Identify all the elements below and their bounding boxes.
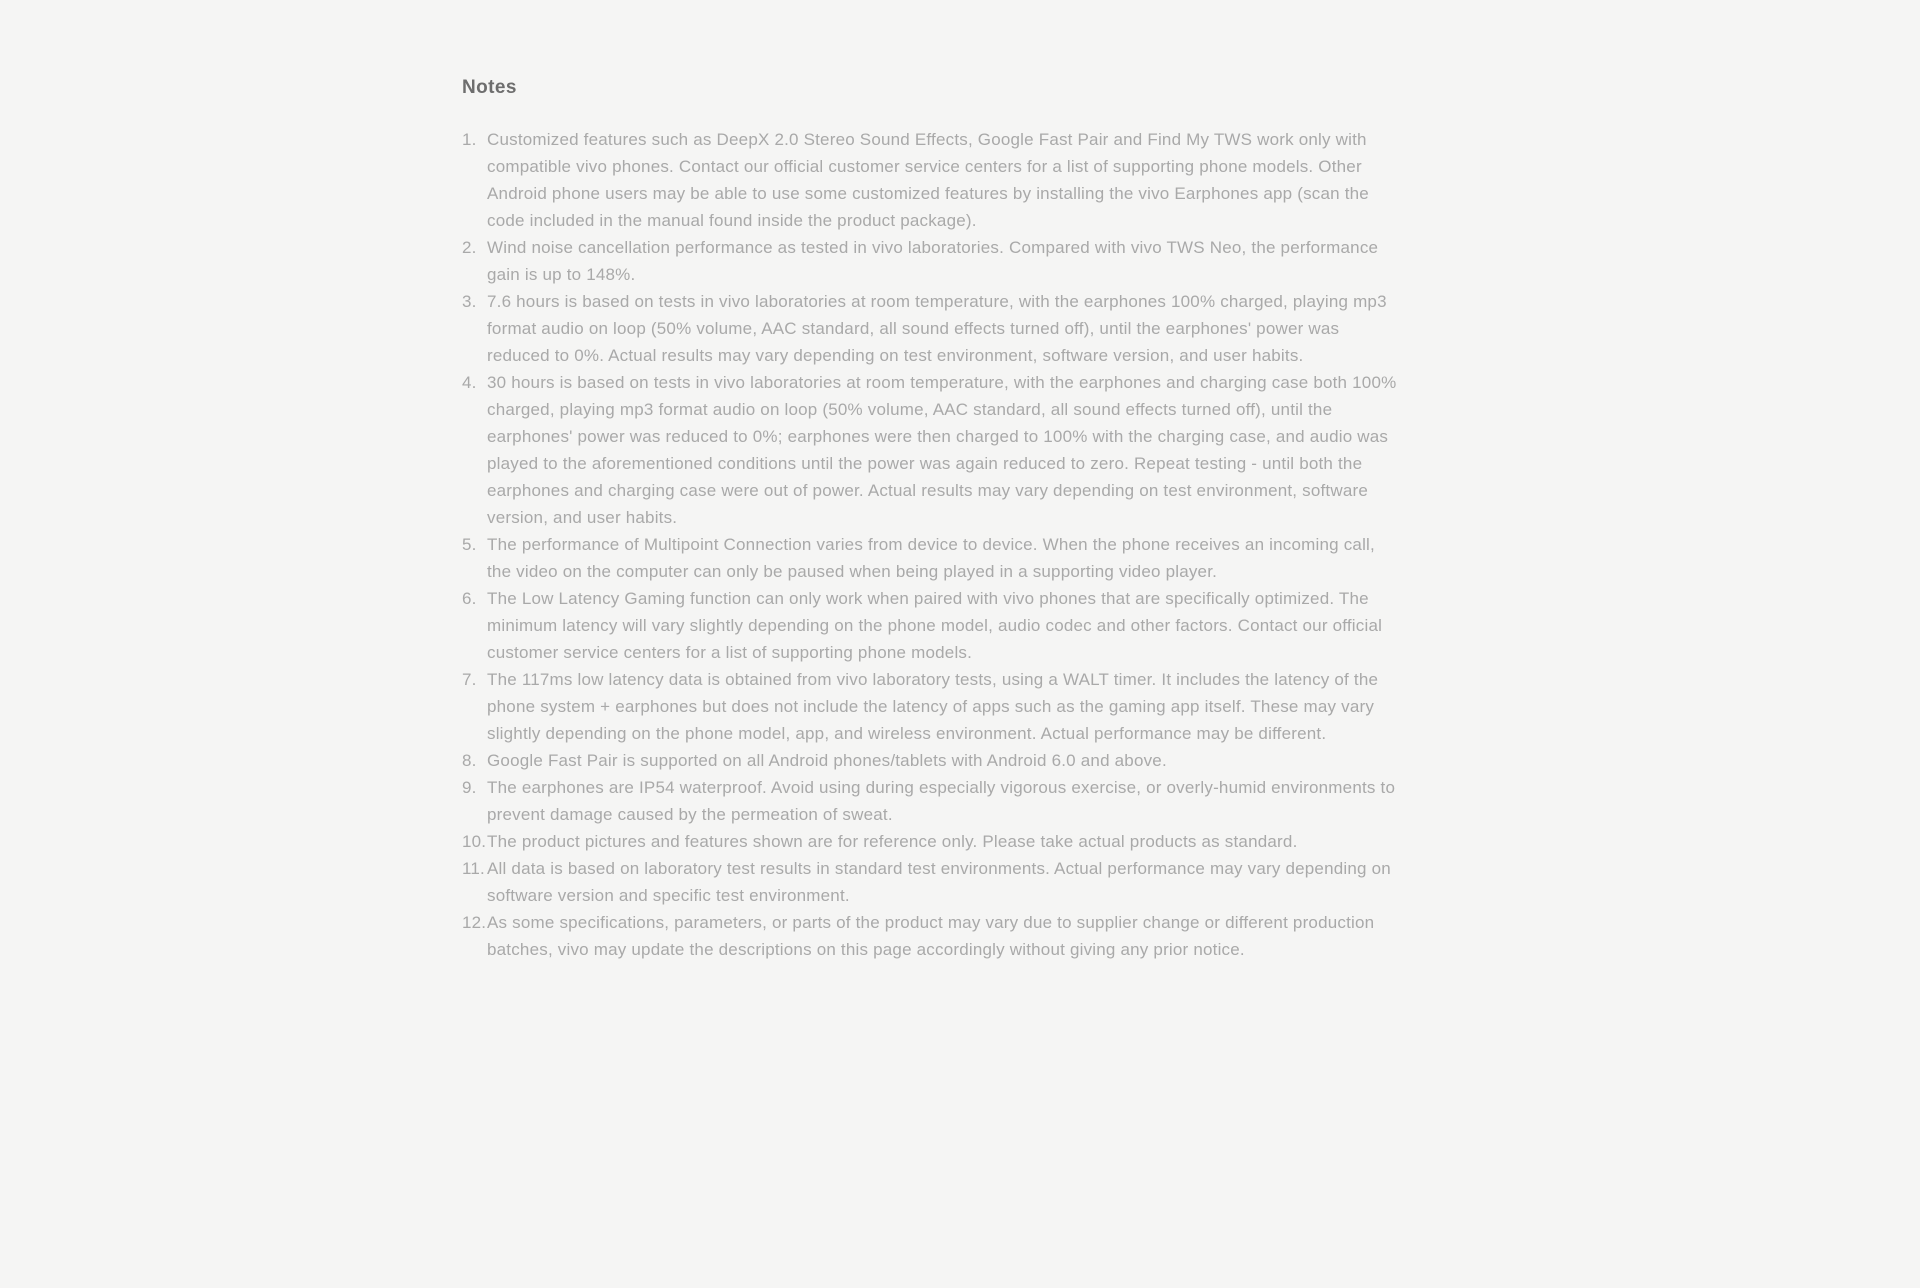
note-item xyxy=(462,234,1398,288)
note-text: The performance of Multipoint Connection varies from device to device. When the phone receives an incoming call, the video on the computer can only be paused when being played in a supporting video player. xyxy=(487,535,1375,581)
note-text: 30 hours is based on tests in vivo laboratories at room temperature, with the earphones and charging case both 100% charged, playing mp3 format audio on loop (50% volume, AAC standard, all sound effects turned off), until the earphones' power was reduced to 0%; earphones were then charged to 100% with the charging case, and audio was played to the aforementioned conditions until the power was again reduced to zero. Repeat testing - until both the earphones and charging case were out of power. Actual results may vary depending on test environment, software version, and user habits. xyxy=(487,373,1397,527)
note-text: The earphones are IP54 waterproof. Avoid using during especially vigorous exercise, or overly-humid environments to prevent damage caused by the permeation of sweat. xyxy=(487,778,1396,824)
note-text: As some specifications, parameters, or parts of the product may vary due to supplier change or different production batches, vivo may update the descriptions on this page accordingly without giving any prior notice. xyxy=(487,913,1375,959)
note-number: 9. xyxy=(462,778,477,797)
note-number: 7. xyxy=(462,670,477,689)
notes-list xyxy=(462,126,1398,963)
note-text: Wind noise cancellation performance as tested in vivo laboratories. Compared with vivo TWS Neo, the performance gain is up to 148%. xyxy=(487,238,1379,284)
note-number: 10. xyxy=(462,832,487,851)
note-number: 8. xyxy=(462,751,477,770)
note-number: 12. xyxy=(462,913,487,932)
notes-title: Notes xyxy=(462,77,517,98)
note-number: 2. xyxy=(462,238,477,257)
note-text: Google Fast Pair is supported on all Android phones/tablets with Android 6.0 and above. xyxy=(487,751,1167,770)
note-item xyxy=(462,531,1398,585)
note-item xyxy=(462,909,1398,963)
note-item xyxy=(462,126,1398,234)
note-text: Customized features such as DeepX 2.0 Stereo Sound Effects, Google Fast Pair and Find My TWS work only with compatible vivo phones. Contact our official customer service centers for a list of supporting phone models. Other Android phone users may be able to use some customized features by installing the vivo Earphones app (scan the code included in the manual found inside the product package). xyxy=(487,130,1369,230)
note-item xyxy=(462,585,1398,666)
note-item xyxy=(462,666,1398,747)
note-item xyxy=(462,855,1398,909)
note-text: 7.6 hours is based on tests in vivo laboratories at room temperature, with the earphones 100% charged, playing mp3 format audio on loop (50% volume, AAC standard, all sound effects turned off), until the earphones' power was reduced to 0%. Actual results may vary depending on test environment, software version, and user habits. xyxy=(487,292,1387,365)
note-number: 3. xyxy=(462,292,477,311)
note-text: The 117ms low latency data is obtained from vivo laboratory tests, using a WALT timer. It includes the latency of the phone system + earphones but does not include the latency of apps such as the gaming app itself. These may vary slightly depending on the phone model, app, and wireless environment. Actual performance may be different. xyxy=(487,670,1379,743)
note-text: All data is based on laboratory test results in standard test environments. Actual performance may vary depending on software version and specific test environment. xyxy=(487,859,1391,905)
note-number: 1. xyxy=(462,130,477,149)
note-item xyxy=(462,747,1398,774)
note-number: 5. xyxy=(462,535,477,554)
note-item xyxy=(462,288,1398,369)
note-item xyxy=(462,369,1398,531)
notes-section xyxy=(462,76,1398,963)
note-number: 6. xyxy=(462,589,477,608)
note-number: 4. xyxy=(462,373,477,392)
note-item xyxy=(462,774,1398,828)
note-text: The Low Latency Gaming function can only work when paired with vivo phones that are specifically optimized. The minimum latency will vary slightly depending on the phone model, audio codec and other factors. Contact our official customer service centers for a list of supporting phone models. xyxy=(487,589,1383,662)
note-item xyxy=(462,828,1398,855)
note-text: The product pictures and features shown are for reference only. Please take actual products as standard. xyxy=(487,832,1298,851)
note-number: 11. xyxy=(462,859,485,878)
